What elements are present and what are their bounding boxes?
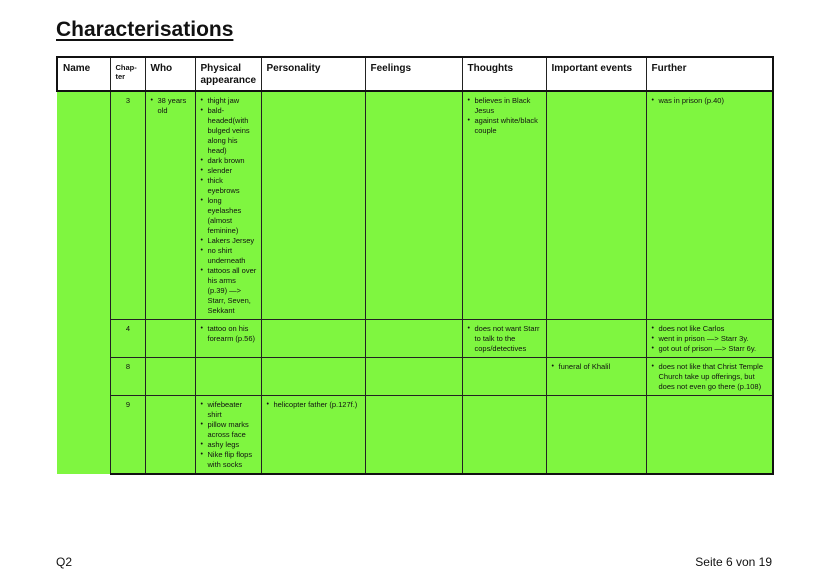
important-events-cell: [546, 396, 646, 475]
table-row: [57, 320, 773, 358]
header-name: Name: [57, 57, 110, 91]
further-cell: [646, 396, 773, 475]
list-item: • Lakers Jersey: [201, 236, 257, 246]
header-chapter: Chap- ter: [110, 57, 145, 91]
who-cell: [145, 91, 195, 320]
header-physical-appearance: Physical appearance: [195, 57, 261, 91]
header-important-events: Important events: [546, 57, 646, 91]
table-row: [57, 91, 773, 320]
list-item: • funeral of Khalil: [552, 362, 642, 372]
bullet-list: [652, 324, 769, 354]
list-item: • was in prison (p.40): [652, 96, 769, 106]
feelings-cell: [365, 396, 462, 475]
page-title: Characterisations: [56, 18, 234, 41]
further-cell: [646, 91, 773, 320]
header-row: [57, 57, 773, 91]
feelings-cell: [365, 91, 462, 320]
important-events-cell: [546, 320, 646, 358]
personality-cell: [261, 320, 365, 358]
bullet-list: [468, 96, 542, 136]
header-thoughts: Thoughts: [462, 57, 546, 91]
footer-section-label: Q2: [56, 555, 73, 569]
thoughts-cell: [462, 91, 546, 320]
physical-appearance-cell: [195, 91, 261, 320]
list-item: • tattoo on his forearm (p.56): [201, 324, 257, 344]
list-item: • tattoos all over his arms (p.39) —> Starr, Seven, Sekkant: [201, 266, 257, 316]
list-item: • thight jaw: [201, 96, 257, 106]
who-cell: [145, 320, 195, 358]
list-item: • got out of prison —> Starr 6y.: [652, 344, 769, 354]
chapter-cell: 3: [110, 91, 145, 320]
list-item: • against white/black couple: [468, 116, 542, 136]
header-further: Further: [646, 57, 773, 91]
list-item: • long eyelashes (almost feminine): [201, 196, 257, 236]
list-item: • does not like that Christ Temple Church take up offerings, but does not even go there (p.108): [652, 362, 769, 392]
table-row: [57, 358, 773, 396]
thoughts-cell: [462, 358, 546, 396]
further-cell: [646, 320, 773, 358]
thoughts-cell: [462, 320, 546, 358]
personality-cell: [261, 91, 365, 320]
chapter-cell: 8: [110, 358, 145, 396]
header-who: Who: [145, 57, 195, 91]
feelings-cell: [365, 320, 462, 358]
list-item: • slender: [201, 166, 257, 176]
bullet-list: [552, 362, 642, 372]
personality-cell: [261, 358, 365, 396]
bullet-list: [201, 324, 257, 344]
list-item: • believes in Black Jesus: [468, 96, 542, 116]
characterisation-table-wrapper: [56, 56, 774, 475]
who-cell: [145, 396, 195, 475]
physical-appearance-cell: [195, 396, 261, 475]
list-item: • does not like Carlos: [652, 324, 769, 334]
name-cell: [57, 91, 110, 474]
feelings-cell: [365, 358, 462, 396]
thoughts-cell: [462, 396, 546, 475]
table-body: [57, 91, 773, 474]
list-item: • bald-headed(with bulged veins along his head): [201, 106, 257, 156]
footer-page-number: Seite 6 von 19: [695, 555, 772, 569]
physical-appearance-cell: [195, 358, 261, 396]
list-item: • no shirt underneath: [201, 246, 257, 266]
important-events-cell: [546, 91, 646, 320]
list-item: • helicopter father (p.127f.): [267, 400, 361, 410]
who-cell: [145, 358, 195, 396]
list-item: • thick eyebrows: [201, 176, 257, 196]
list-item: • wifebeater shirt: [201, 400, 257, 420]
bullet-list: [151, 96, 191, 116]
physical-appearance-cell: [195, 320, 261, 358]
chapter-cell: 9: [110, 396, 145, 475]
further-cell: [646, 358, 773, 396]
list-item: • 38 years old: [151, 96, 191, 116]
header-feelings: Feelings: [365, 57, 462, 91]
bullet-list: [201, 400, 257, 470]
table-row: [57, 396, 773, 475]
important-events-cell: [546, 358, 646, 396]
bullet-list: [267, 400, 361, 410]
characterisation-table: [56, 56, 774, 475]
bullet-list: [652, 96, 769, 106]
list-item: • Nike flip flops with socks: [201, 450, 257, 470]
header-personality: Personality: [261, 57, 365, 91]
list-item: • pillow marks across face: [201, 420, 257, 440]
bullet-list: [201, 96, 257, 316]
list-item: • dark brown: [201, 156, 257, 166]
chapter-cell: 4: [110, 320, 145, 358]
list-item: • went in prison —> Starr 3y.: [652, 334, 769, 344]
personality-cell: [261, 396, 365, 475]
bullet-list: [652, 362, 769, 392]
list-item: • does not want Starr to talk to the cops/detectives: [468, 324, 542, 354]
bullet-list: [468, 324, 542, 354]
list-item: • ashy legs: [201, 440, 257, 450]
